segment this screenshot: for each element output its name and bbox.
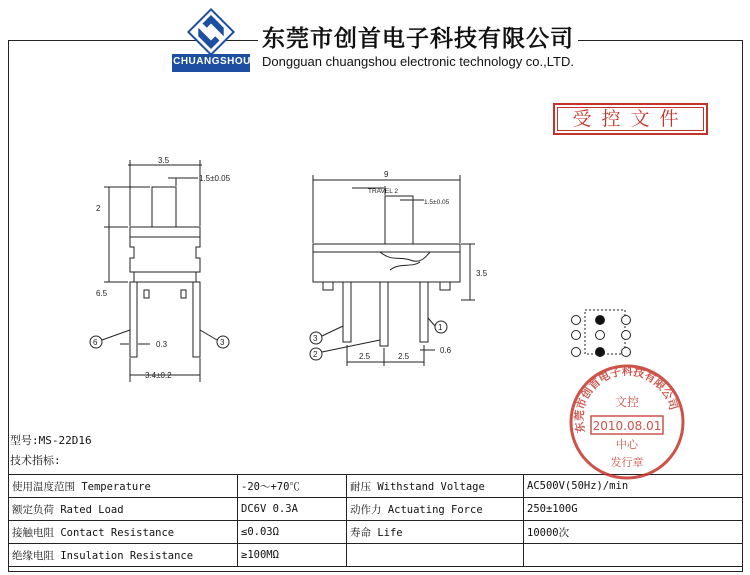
- dim-front-actuator: 1.5±0.05: [199, 174, 231, 183]
- spec-value: ≥100MΩ: [238, 544, 347, 567]
- spec-table: [8, 474, 743, 567]
- side-pin-label-1: 1: [438, 323, 443, 332]
- spec-value: 10000次: [524, 521, 743, 544]
- spec-value: -20～+70℃: [238, 475, 347, 498]
- stamp-middle-text: 中心: [616, 438, 638, 451]
- spec-label: 寿命 Life: [347, 521, 524, 544]
- dim-front-actuator-height: 2: [96, 204, 101, 213]
- spec-value: 250±100G: [524, 498, 743, 521]
- spec-label: [347, 544, 524, 567]
- spec-label: 耐压 Withstand Voltage: [347, 475, 524, 498]
- spec-title: 技术指标:: [10, 454, 61, 467]
- dim-side-pitch-1: 2.5: [359, 352, 371, 361]
- dim-front-width: 3.5: [158, 156, 170, 165]
- spec-label: 接触电阻 Contact Resistance: [9, 521, 238, 544]
- controlled-document-stamp: 受控文件: [553, 103, 708, 135]
- dim-front-pin-length: 6.5: [96, 289, 108, 298]
- table-row: [9, 544, 743, 567]
- model-number: 型号:MS-22D16: [10, 434, 92, 447]
- front-pin-label-right: 3: [220, 338, 225, 347]
- spec-label: 额定负荷 Rated Load: [9, 498, 238, 521]
- dim-side-length: 9: [384, 170, 389, 179]
- logo-text: CHUANGSHOU: [173, 56, 251, 67]
- spec-value: DC6V 0.3A: [238, 498, 347, 521]
- spec-label: 使用温度范围 Temperature: [9, 475, 238, 498]
- front-view: [90, 156, 231, 382]
- dim-side-pin-width: 0.6: [440, 346, 452, 355]
- spec-value: AC500V(50Hz)/min: [524, 475, 743, 498]
- pcb-layout: [572, 310, 631, 357]
- round-seal-stamp: [567, 362, 687, 482]
- front-pin-label-left: 6: [93, 338, 98, 347]
- stamp-date: 2010.08.01: [592, 419, 662, 433]
- dim-side-travel: TRAVEL 2: [368, 188, 398, 195]
- table-row: [9, 521, 743, 544]
- spec-value: [524, 544, 743, 567]
- dim-front-pin-spacing: 3.4±0.2: [145, 371, 172, 380]
- dim-side-pitch-2: 2.5: [398, 352, 410, 361]
- stamp-outer-text: 东莞市创首电子科技有限公司: [572, 364, 681, 434]
- spec-label: 绝缘电阻 Insulation Resistance: [9, 544, 238, 567]
- company-name-en: Dongguan chuangshou electronic technology co.,LTD.: [258, 54, 578, 69]
- side-view: [310, 170, 488, 366]
- side-pin-label-2: 2: [313, 350, 318, 359]
- company-name-cn: 东莞市创首电子科技有限公司: [258, 20, 578, 53]
- dim-side-actuator: 1.5±0.05: [424, 199, 450, 206]
- dim-side-height: 3.5: [476, 269, 488, 278]
- table-row: [9, 498, 743, 521]
- spec-label: 动作力 Actuating Force: [347, 498, 524, 521]
- side-pin-label-3: 3: [313, 334, 318, 343]
- stamp-bottom-text: 发行章: [610, 456, 644, 469]
- stamp-top-text: 文控: [614, 395, 640, 409]
- spec-value: ≤0.03Ω: [238, 521, 347, 544]
- dim-front-pin-thickness: 0.3: [156, 340, 168, 349]
